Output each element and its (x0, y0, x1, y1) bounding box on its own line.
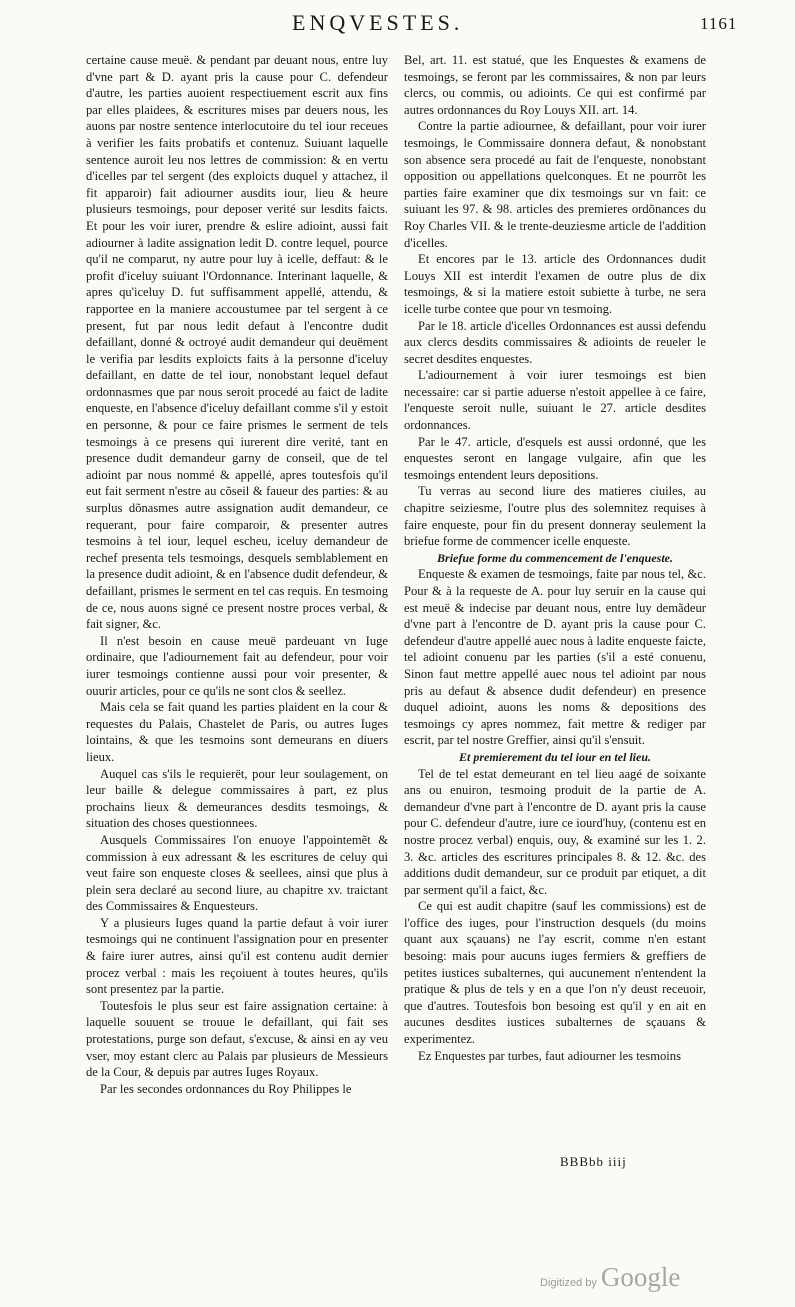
paragraph: Ez Enquestes par turbes, faut adiourner les tesmoins (418, 1048, 681, 1063)
paragraph: Ausquels Commissaires l'on enuoye l'appointemẽt & commission à eux adressant & les escritures de celuy qui veut faire son enqueste closes & seellees, ainsi que plus à plein sera declaré au second liure, au chapitre xv. traictant des Commissaires & Enquesteurs. (86, 832, 388, 914)
paragraph: Contre la partie adiournee, & defaillant, pour voir iurer tesmoings, le Commissaire donnera defaut, & nonobstant son absence sera procedé au fait de l'enqueste, nonobstant opposition ou appellations quelconques. Et ne pourrõt les parties faire examiner que dix tesmoings sur vn fait: ce suiuant les 97. & 98. articles des premieres ordõnances du Roy Charles VII. & le trente-deuziesme article de l'addition d'icelles. (404, 119, 706, 250)
section-heading: Briefue forme du commencement de l'enqueste. (437, 550, 673, 565)
paragraph: Et encores par le 13. article des Ordonnances dudit Louys XII est interdit l'examen de outre plus de dix tesmoings, & si la matiere estoit subiette à turbe, ne sera icelle turbe contee que pour vn tesmoing. (404, 252, 706, 316)
running-title: ENQVESTES. (292, 10, 464, 35)
section-heading: Et premierement du tel iour en tel lieu. (459, 749, 651, 764)
right-column (404, 52, 706, 1064)
signature-mark: BBBbb iiij (560, 1154, 627, 1169)
paragraph: Par les secondes ordonnances du Roy Philippes le (100, 1081, 352, 1096)
paragraph: certaine cause meuë. & pendant par deuant nous, entre luy d'vne part & D. ayant pris la cause pour C. defendeur d'autre, les parties auoient respectiuement escrit aux fins par elles plaidees, & escritures mises par deuers nous, les auons par nostre sentence interlocutoire du tel iour receues à verifier les faits probatifs et contenuz. Suiuant laquelle sentence auroit leu nos lettres de commission: & en vertu d'icelles par tel sergent (des exploicts duquel y attachez, il fit apparoir) fait adiourner ausdits iour, lieu & heure plusieurs tesmoings, pour deposer verité sur lesdits faicts. Et pour les voir iurer, prendre & eslire adioint, aussi fait adiourner à ladite assignation ledit D. contre lequel, pource qu'il ne comparut, ny autre pour luy à icelle, deffaut: & le profit d'iceluy suiuant l'Ordonnance. Interinant laquelle, & apres qu'iceluy D. fut suffisamment appellé, attendu, & rapportee en la maniere accoustumee par tel sergent à ce present, fut par nous ledit defaut à l'encontre dudit defaillant, donné & octroyé audit demandeur qui deuëment le verifia par lesdits exploicts faits à la personne d'iceluy defaillant, en datte de tel iour, nonobstant lequel defaut ordonnasmes que par nous seroit procedé au faict de ladite enqueste, en l'absence d'iceluy defaillant comme s'il y estoit en personne, & pour ce faire prismes le serment de tels tesmoings à ce presens qui iurerent dire verité, tant en presence dudit demandeur garny de conseil, que de tel adioint par nous nommé & appellé, apres toutesfois qu'il eut fait serment n'estre au cõseil & faueur des parties: & au surplus dõnasmes autre assignation audit demandeur, ce requerant, pour faire comparoir, & presenter autres tesmoins à tel iour, lequel escheu, iceluy demandeur de rechef presenta tels tesmoings, desquels semblablement en la presence dudit adioint, & en l'absence dudit defendeur, & defaillant, prismes le serment en tel cas requis. En tesmoing de ce, nous auons signé ce present nostre proces verbal, & fait signer, &c. (86, 53, 388, 632)
paragraph: Bel, art. 11. est statué, que les Enquestes & examens de tesmoings, se feront par les commissaires, & non par leurs clercs, ou commis, ou adioints. Ce qui est confirmé par autres ordonnances du Roy Louys XII. art. 14. (404, 53, 706, 117)
google-logo: Google (600, 1262, 681, 1292)
paragraph: L'adiournement à voir iurer tesmoings est bien necessaire: car si partie aduerse n'estoit appellee à ce faire, l'enqueste seroit nulle, suiuant le 27. article desdites ordonnances. (404, 368, 706, 433)
paragraph: Ce qui est audit chapitre (sauf les commissions) est de l'office des iuges, pour l'instruction desquels (du moins quant aux sçauans) ne l'ay escrit, comme n'en estant besoing: mais pour aucuns iuges fermiers & greffiers de petites iustices subalternes, qui aucunement n'entendent la pratique & plus de tels y en a que l'on n'y deust receuoir, que d'autres. Toutesfois bon besoing est qu'il y en ait en aucunes desdites iustices subalternes de sçauans & experimentez. (404, 899, 706, 1047)
paragraph: Mais cela se fait quand les parties plaident en la cour & requestes du Palais, Chastelet de Paris, ou autres Iuges lointains, & que les tesmoins sont demeurans en diuers lieux. (86, 700, 388, 764)
watermark-prefix: Digitized by (540, 1277, 597, 1289)
digitized-watermark (540, 1262, 680, 1293)
paragraph: Auquel cas s'ils le requierët, pour leur soulagement, on leur baille & delegue commissaires à part, ez plus prochains lieux & demeurances desdits tesmoings, & situation des choses questionnees. (86, 766, 388, 831)
paragraph: Tel de tel estat demeurant en tel lieu aagé de soixante ans ou enuiron, tesmoing produit de la partie de A. demandeur d'vne part à l'encontre de D. ayant pris la cause pour C. defendeur d'autre, iure ce iourd'huy, (contenu est en nostre procez verbal) enquis, ouy, & examiné sur les 1. 2. 3. &c. articles des escritures principales 8. & 12. &c. des additions dudit demandeur, sur ce produit par etiquet, a dit par serment qu'il a faict, &c. (404, 766, 706, 897)
paragraph: Il n'est besoin en cause meuë pardeuant vn Iuge ordinaire, que l'adiournement fait au defendeur, pour voir iurer tesmoings contienne aussi pour voir presenter, & ouurir articles, pour ce qu'ils ne sont clos & seellez. (86, 633, 388, 698)
page-header (0, 10, 795, 38)
paragraph: Y a plusieurs Iuges quand la partie defaut à voir iurer tesmoings qui ne continuent l'assignation pour en presenter & faire iurer autres, ainsi qu'il est contenu audit dernier procez verbal : mais les reçoiuent à toutes heures, qu'ils sont presentez par la partie. (86, 915, 388, 997)
paragraph: Toutesfois le plus seur est faire assignation certaine: à laquelle souuent se trouue le defaillant, qui fait ses protestations, purge son defaut, s'excuse, & ainsi en ay veu vser, moy estant clerc au Palais par plusieurs de Messieurs de la Cour, & depuis par autres Iuges Royaux. (86, 998, 388, 1080)
paragraph: Enqueste & examen de tesmoings, faite par nous tel, &c. Pour & à la requeste de A. pour luy seruir en la cause qui est meuë & indecise par deuant nous, entre luy demãdeur d'vne part à l'encontre de D. ayant pris la cause pour C. defendeur d'autre appellé auec nous à ladite enqueste faicte, tel adioint conuenu par les parties (s'il a esté conuenu, Sinon faut mettre appellé auec nous tel adioint par nous pris au defaut & absence dudit defendeur) en presence duquel adioint, auons les noms & depositions des tesmoings cy apres nommez, fait mettre & rediger par escrit, par tel nostre Greffier, ainsi qu'il s'ensuit. (404, 567, 706, 748)
paragraph: Tu verras au second liure des matieres ciuiles, au chapitre seiziesme, l'outre plus des solemnitez requises à faire enqueste, pour fin du present donneray seulement la briefue forme de commencer icelle enqueste. (404, 484, 706, 549)
paragraph: Par le 47. article, d'esquels est aussi ordonné, que les enquestes seront en langage vulgaire, afin que les tesmoings entendent leurs depositions. (404, 434, 706, 482)
paragraph: Par le 18. article d'icelles Ordonnances est aussi defendu aux clercs desdits commissaires & adioints de reueler le secret desdites enquestes. (404, 318, 706, 366)
page-number: 1161 (700, 14, 738, 33)
left-column (86, 52, 388, 1097)
